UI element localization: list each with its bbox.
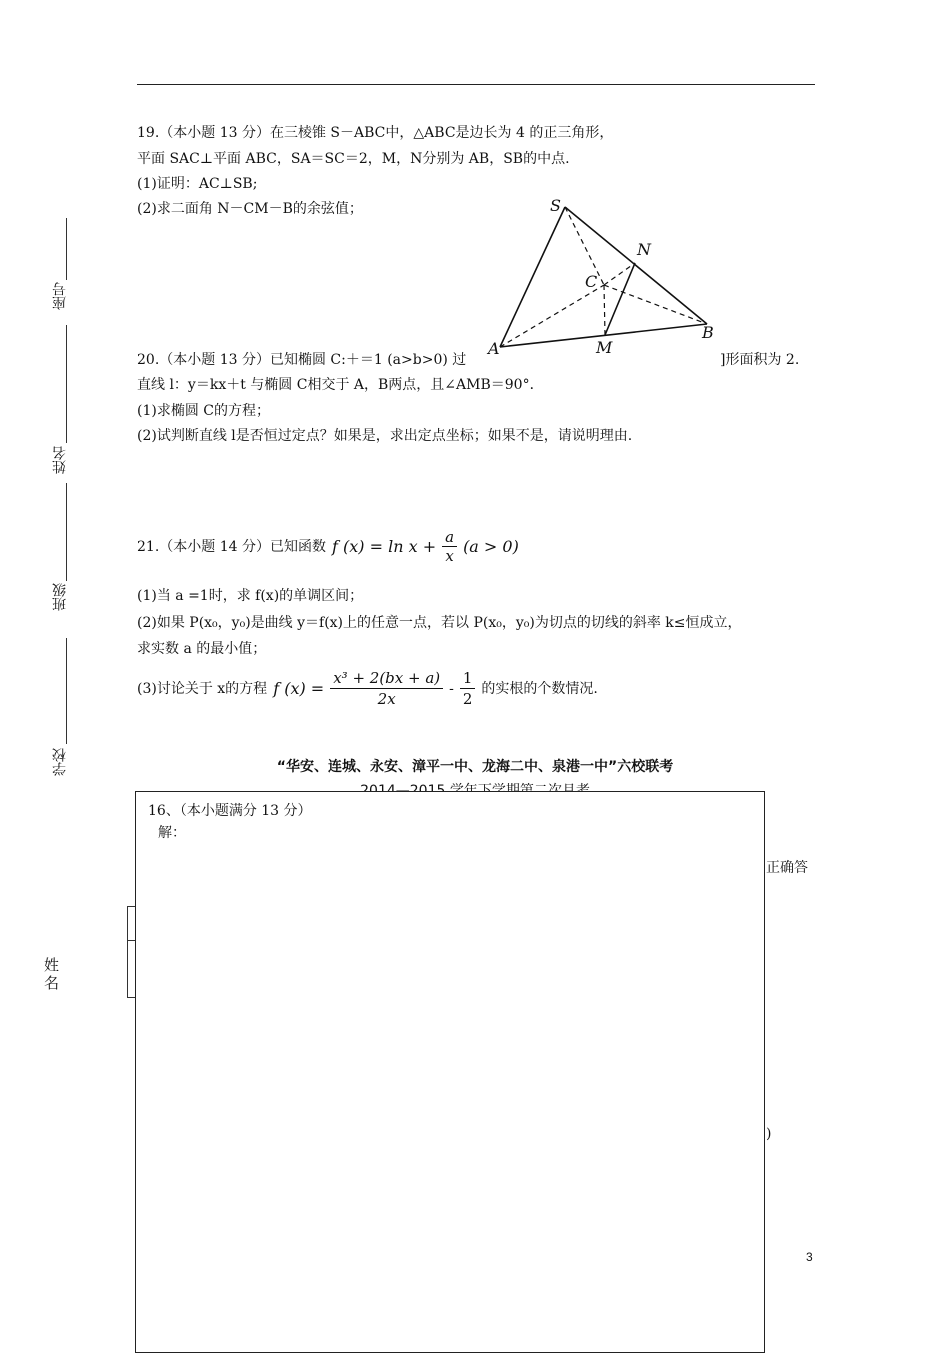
- label-M: M: [596, 338, 613, 357]
- q21-line2: (1)当 a =1时，求 f(x)的单调区间；: [137, 588, 364, 604]
- q21-line5: [137, 668, 598, 709]
- q21-eq-fraction1: [330, 668, 443, 709]
- q21-frac-den: x: [445, 547, 454, 565]
- page-number: 3: [806, 1250, 813, 1264]
- edge-CB: [604, 285, 707, 324]
- q21-line5-prefix: (3)讨论关于 x的方程: [137, 680, 268, 697]
- q21-eq-frac1-num: x³ + 2(bx + a): [330, 668, 443, 689]
- school-underline: [66, 638, 67, 744]
- q21-func-right: (a > 0): [463, 536, 519, 556]
- class-label: 班级: [52, 583, 68, 611]
- edge-SA: [500, 207, 565, 347]
- overflow-paren: ): [766, 1126, 772, 1142]
- label-S: S: [550, 196, 561, 215]
- q21-eq-frac2-num: 1: [460, 668, 476, 689]
- q21-eq-frac2-den: 2: [462, 690, 473, 708]
- q21-line4: 求实数 a 的最小值；: [137, 641, 267, 657]
- q21-eq-frac1-den: 2x: [377, 690, 396, 708]
- q20-line1-right: ]形面积为 2.: [720, 352, 800, 368]
- answer-box-solution: 解：: [158, 825, 186, 841]
- name-label: 姓名: [52, 446, 68, 474]
- label-C: C: [585, 272, 598, 291]
- pyramid-figure: [480, 190, 730, 360]
- label-N: N: [637, 240, 651, 259]
- edge-SB: [565, 207, 707, 324]
- q21-line1: [137, 528, 519, 565]
- q20-line1-left: 20.（本小题 13 分）已知椭圆 C:＋＝1 (a>b>0) 过: [137, 352, 467, 368]
- q19-line1: 19.（本小题 13 分）在三棱锥 S－ABC中，△ABC是边长为 4 的正三角形，: [137, 125, 614, 141]
- q21-eq-left: f (x) =: [273, 678, 325, 698]
- header-rule: [137, 84, 815, 85]
- name-bracket-divider: [127, 940, 135, 941]
- q21-eq-fraction2: [460, 668, 476, 709]
- q21-frac-num: a: [442, 528, 457, 547]
- exam-title: “华安、连城、永安、漳平一中、龙海二中、泉港一中”六校联考: [276, 759, 674, 775]
- q19-line2: 平面 SAC⊥平面 ABC，SA＝SC＝2，M，N分别为 AB，SB的中点.: [137, 151, 570, 167]
- q21-fraction: [442, 528, 457, 565]
- q19-line3: (1)证明：AC⊥SB;: [137, 176, 258, 192]
- answer-box[interactable]: [135, 791, 765, 1353]
- q21-line5-suffix: 的实根的个数情况.: [481, 680, 598, 697]
- label-A: A: [488, 339, 500, 358]
- school-label: 学校: [52, 748, 68, 776]
- overflow-correct-answer: 正确答: [766, 860, 808, 876]
- q19-line4: (2)求二面角 N－CM－B的余弦值；: [137, 201, 363, 217]
- name-label-2: 姓名: [44, 956, 60, 992]
- q21-func-left: f (x) = ln x +: [331, 536, 437, 556]
- q21-line1-prefix: 21.（本小题 14 分）已知函数: [137, 538, 326, 555]
- class-underline: [66, 483, 67, 581]
- label-B: B: [702, 323, 714, 342]
- q20-line3: (1)求椭圆 C的方程；: [137, 403, 270, 419]
- q21-line3: (2)如果 P(x₀，y₀)是曲线 y＝f(x)上的任意一点，若以 P(x₀，y₀)为切点的切线的斜率 k≤恒成立，: [137, 615, 742, 631]
- name-underline: [66, 325, 67, 443]
- q21-eq-minus: -: [449, 680, 454, 697]
- segment-CM: [604, 285, 605, 335]
- seat-label: 座号: [52, 282, 68, 310]
- q20-line2: 直线 l：y＝kx＋t 与椭圆 C相交于 A，B两点，且∠AMB＝90°．: [137, 377, 544, 393]
- q20-line4: (2)试判断直线 l是否恒过定点？如果是，求出定点坐标；如果不是，请说明理由.: [137, 428, 633, 444]
- seat-underline: [66, 218, 67, 280]
- answer-box-heading: 16、（本小题满分 13 分）: [148, 803, 312, 819]
